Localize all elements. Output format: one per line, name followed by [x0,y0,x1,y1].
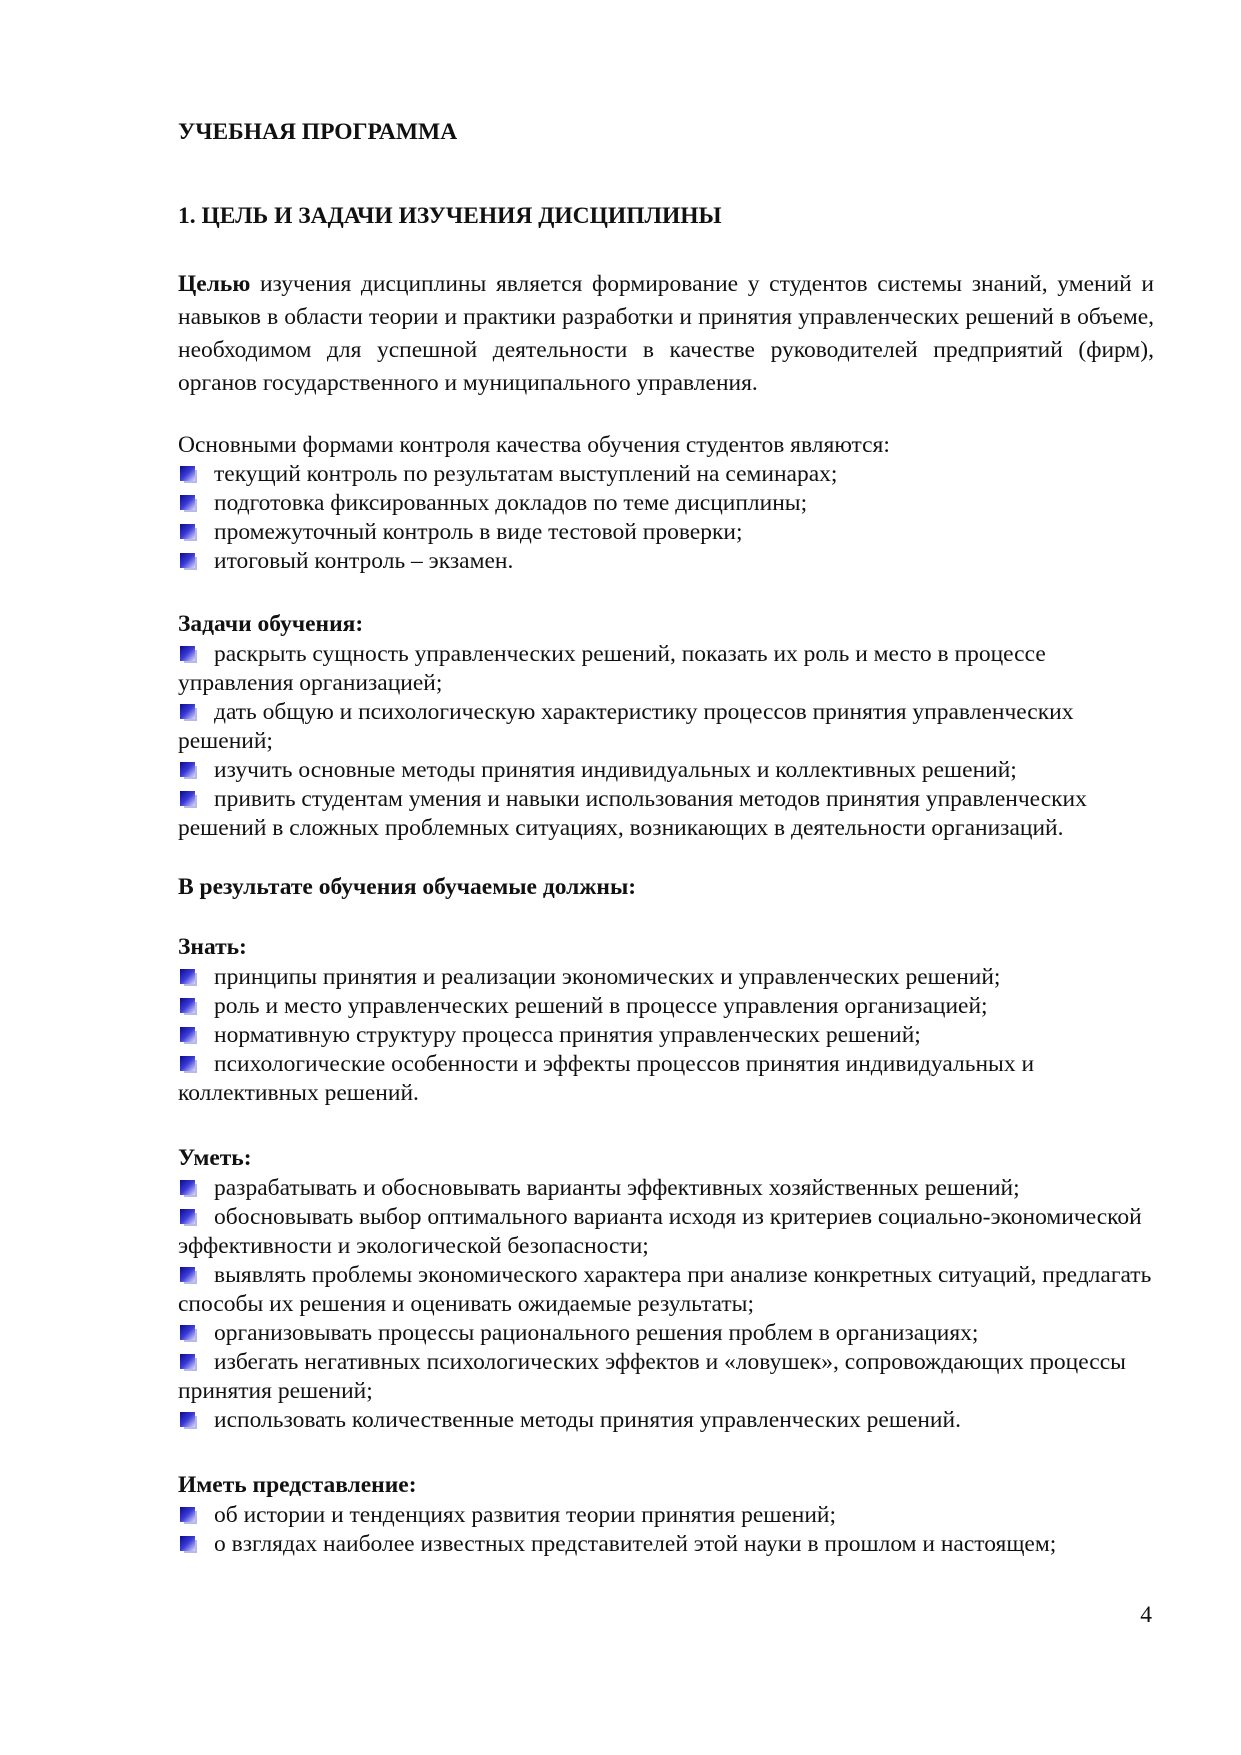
list-item: подготовка фиксированных докладов по теме дисциплины; [178,489,1154,518]
square-bullet-icon [180,1180,195,1195]
list-item: выявлять проблемы экономического характера при анализе конкретных ситуаций, предлагать способы их решения и оценивать ожидаемые результаты; [178,1262,1152,1317]
page-content [178,118,1154,1559]
list-item: организовывать процессы рационального решения проблем в организациях; [178,1319,1154,1348]
know-list [178,963,1154,1108]
square-bullet-icon [180,1056,195,1071]
section-title: 1. ЦЕЛЬ И ЗАДАЧИ ИЗУЧЕНИЯ ДИСЦИПЛИНЫ [178,203,722,229]
list-item: психологические особенности и эффекты процессов принятия индивидуальных и коллективных решений. [178,1051,1035,1106]
square-bullet-icon [180,969,195,984]
document-title: УЧЕБНАЯ ПРОГРАММА [178,119,458,145]
square-bullet-icon [180,1267,195,1282]
square-bullet-icon [180,1412,195,1427]
square-bullet-icon [180,1536,195,1551]
control-list [178,460,1154,576]
list-item: принципы принятия и реализации экономических и управленческих решений; [178,963,1154,992]
list-item: привить студентам умения и навыки использования методов принятия управленческих решений в сложных проблемных ситуациях, возникающих в деятельности организаций. [178,786,1087,841]
square-bullet-icon [180,791,195,806]
list-item: роль и место управленческих решений в процессе управления организацией; [178,992,1154,1021]
awareness-list [178,1501,1154,1559]
list-item: обосновывать выбор оптимального варианта исходя из критериев социально-экономической эффективности и экологической безопасности; [178,1204,1142,1259]
square-bullet-icon [180,553,195,568]
goal-text: изучения дисциплины является формирование у студентов системы знаний, умений и навыков в области теории и практики разработки и принятия управленческих решений в объеме, необходимом для успешной деятельности в качестве руководителей предприятий (фирм), органов государственного и муниципального управления. [178,271,1154,396]
page-number: 4 [1140,1602,1152,1628]
list-item: итоговый контроль – экзамен. [178,547,1154,576]
goal-lead: Целью [178,271,251,297]
list-item: избегать негативных психологических эффектов и «ловушек», сопровождающих процессы принятия решений; [178,1349,1126,1404]
square-bullet-icon [180,704,195,719]
list-item: нормативную структуру процесса принятия управленческих решений; [178,1021,1154,1050]
list-item: дать общую и психологическую характеристику процессов принятия управленческих решений; [178,699,1074,754]
know-heading: Знать: [178,934,247,960]
list-item: раскрыть сущность управленческих решений, показать их роль и место в процессе управления организацией; [178,641,1046,696]
control-intro: Основными формами контроля качества обучения студентов являются: [178,432,890,458]
list-item: текущий контроль по результатам выступлений на семинарах; [178,460,1154,489]
tasks-list [178,640,1154,843]
list-item: использовать количественные методы принятия управленческих решений. [178,1406,1154,1435]
skills-list [178,1174,1154,1435]
square-bullet-icon [180,998,195,1013]
square-bullet-icon [180,524,195,539]
awareness-heading: Иметь представление: [178,1472,417,1498]
list-item: о взглядах наиболее известных представителей этой науки в прошлом и настоящем; [178,1530,1154,1559]
square-bullet-icon [180,495,195,510]
tasks-heading: Задачи обучения: [178,611,364,637]
goal-paragraph [178,268,1154,400]
square-bullet-icon [180,466,195,481]
list-item: изучить основные методы принятия индивидуальных и коллективных решений; [178,756,1154,785]
results-heading: В результате обучения обучаемые должны: [178,874,637,900]
list-item: разрабатывать и обосновывать варианты эффективных хозяйственных решений; [178,1174,1154,1203]
square-bullet-icon [180,1507,195,1522]
list-item: промежуточный контроль в виде тестовой проверки; [178,518,1154,547]
square-bullet-icon [180,1209,195,1224]
square-bullet-icon [180,1325,195,1340]
square-bullet-icon [180,762,195,777]
square-bullet-icon [180,1027,195,1042]
list-item: об истории и тенденциях развития теории принятия решений; [178,1501,1154,1530]
square-bullet-icon [180,646,195,661]
square-bullet-icon [180,1354,195,1369]
skills-heading: Уметь: [178,1145,252,1171]
